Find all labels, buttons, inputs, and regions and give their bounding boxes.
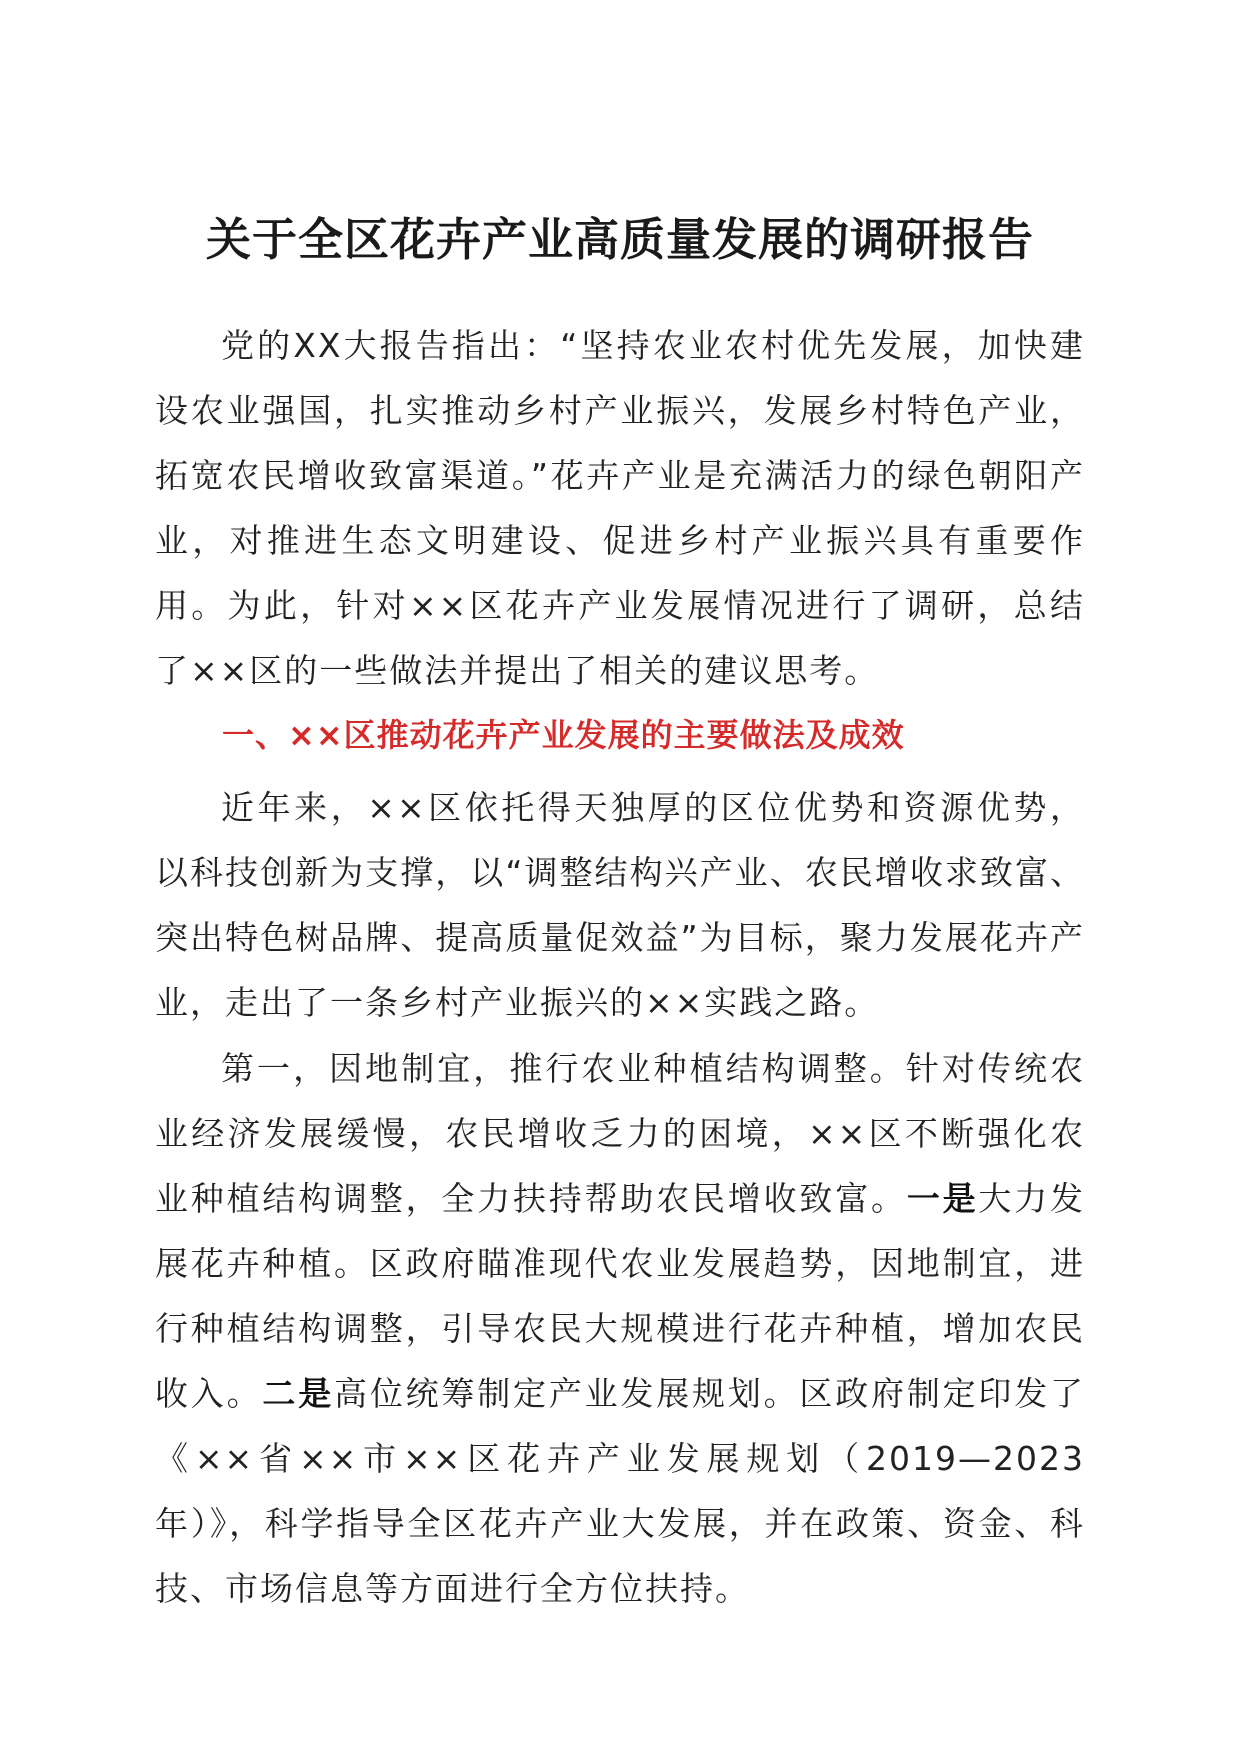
intro-paragraph: 党的XX大报告指出：“坚持农业农村优先发展，加快建设农业强国，扎实推动乡村产业振兴，发展乡村特色产业，拓宽农民增收致富渠道。”花卉产业是充满活力的绿色朝阳产业，对推进生态文明建设、促进乡村产业振兴具有重要作用。为此，针对××区花卉产业发展情况进行了调研，总结了××区的一些做法并提出了相关的建议思考。 (155, 326, 1085, 690)
section-heading-1: 一、××区推动花卉产业发展的主要做法及成效 (222, 716, 905, 754)
paragraph-text-segment: 第一，因地制宜，推行农业种植结构调整。针对传统农业经济发展缓慢，农民增收乏力的困境，××区不断强化农业种植结构调整，全力扶持帮助农民增收致富。 (155, 1049, 1085, 1218)
document-title: 关于全区花卉产业高质量发展的调研报告 (205, 213, 1034, 266)
section1-paragraph-1: 近年来，××区依托得天独厚的区位优势和资源优势，以科技创新为支撑，以“调整结构兴产业、农民增收求致富、突出特色树品牌、提高质量促效益”为目标，聚力发展花卉产业，走出了一条乡村产业振兴的××实践之路。 (155, 788, 1085, 1022)
bold-keyword: 二是 (262, 1374, 335, 1413)
bold-keyword: 一是 (906, 1179, 979, 1218)
paragraph-text-segment: 高位统筹制定产业发展规划。区政府制定印发了《××省××市××区花卉产业发展规划（2019—2023年）》，科学指导全区花卉产业大发展，并在政策、资金、科技、市场信息等方面进行全方位扶持。 (155, 1374, 1086, 1608)
section1-paragraph-2 (155, 1036, 1085, 1621)
paragraph-text-segment: 大力发展花卉种植。区政府瞄准现代农业发展趋势，因地制宜，进行种植结构调整，引导农民大规模进行花卉种植，增加农民收入。 (155, 1179, 1086, 1413)
